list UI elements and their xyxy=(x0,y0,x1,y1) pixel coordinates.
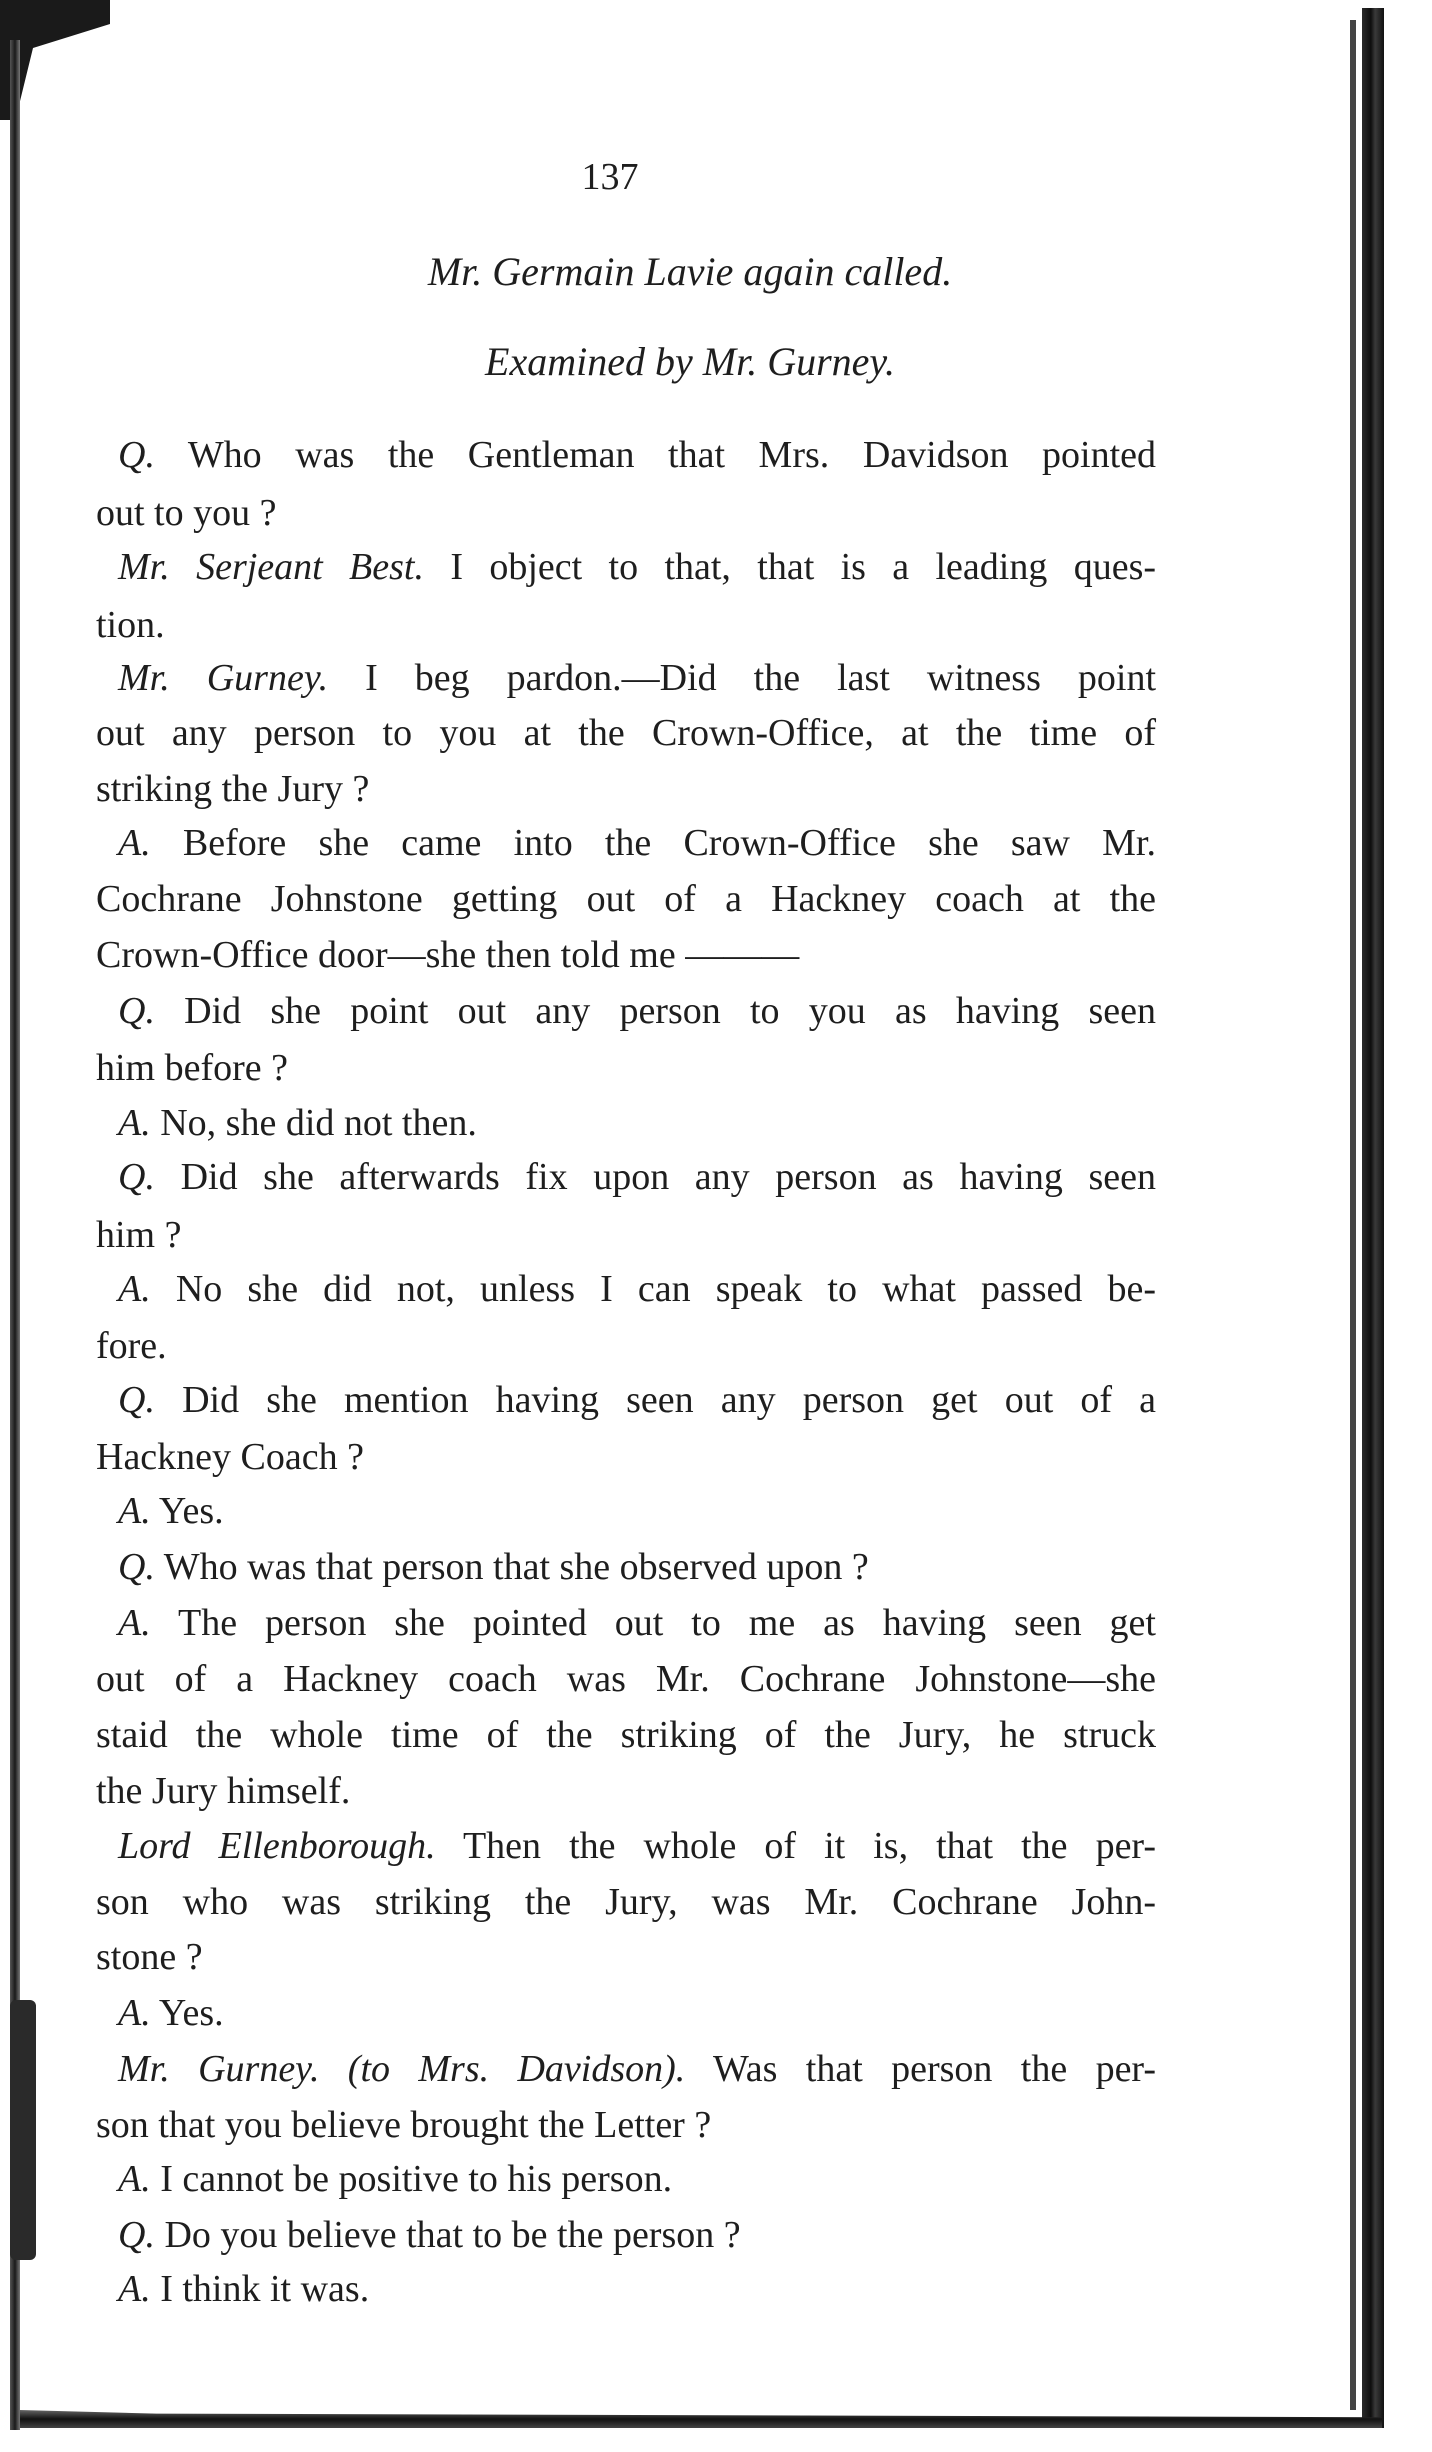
speaker-label: Q. xyxy=(118,1156,155,1198)
text-line xyxy=(118,1988,1156,2038)
line-text: Then the whole of it is, that the per- xyxy=(462,1825,1156,1867)
line-text: stone ? xyxy=(96,1936,203,1978)
speaker-label: Q. xyxy=(118,2214,155,2256)
line-text: Did she point out any person to you as having seen xyxy=(184,990,1156,1032)
text-line xyxy=(118,542,1156,592)
line-text: No, she did not then. xyxy=(160,1102,477,1144)
speaker-label: A. xyxy=(118,1992,151,2034)
text-line xyxy=(118,2264,1156,2314)
line-text: son who was striking the Jury, was Mr. Cochrane John- xyxy=(96,1881,1156,1923)
right-page-border xyxy=(1362,8,1384,2428)
text-line xyxy=(118,653,1156,703)
line-text: I think it was. xyxy=(160,2268,370,2310)
line-text: staid the whole time of the striking of the Jury, he struck xyxy=(96,1714,1156,1756)
text-line xyxy=(118,1821,1156,1871)
line-text: Yes. xyxy=(158,1992,224,2034)
heading-examined-by: Examined by Mr. Gurney. xyxy=(485,339,895,384)
text-line xyxy=(96,1432,1156,1482)
line-text: Cochrane Johnstone getting out of a Hackney coach at the xyxy=(96,878,1156,920)
line-text: I cannot be positive to his person. xyxy=(160,2158,673,2200)
line-text: tion. xyxy=(96,604,165,646)
speaker-label: Q. xyxy=(118,1546,155,1588)
line-text: Who was that person that she observed upon ? xyxy=(163,1546,869,1588)
speaker-label: A. xyxy=(118,1490,151,1532)
line-text: Hackney Coach ? xyxy=(96,1436,364,1478)
bottom-page-border xyxy=(20,2410,1382,2428)
line-text: Before she came into the Crown-Office she saw Mr. xyxy=(182,822,1156,864)
line-text: out any person to you at the Crown-Office, at the time of xyxy=(96,712,1156,754)
text-line xyxy=(96,600,1156,650)
speaker-label: Mr. Gurney. (to Mrs. Davidson). xyxy=(118,2048,686,2090)
line-text: No she did not, unless I can speak to what passed be- xyxy=(175,1268,1157,1310)
line-text: out to you ? xyxy=(96,492,277,534)
line-text: him before ? xyxy=(96,1047,289,1089)
speaker-label: Q. xyxy=(118,1379,155,1421)
text-line xyxy=(96,1043,1156,1093)
line-text: I object to that, that is a leading ques- xyxy=(450,546,1157,588)
line-text: striking the Jury ? xyxy=(96,768,370,810)
line-text: Did she afterwards fix upon any person as having seen xyxy=(180,1156,1156,1198)
speaker-label: A. xyxy=(118,2268,151,2310)
text-line xyxy=(96,708,1156,758)
text-line xyxy=(96,1877,1156,1927)
right-inner-border xyxy=(1350,20,1356,2410)
speaker-label: Q. xyxy=(118,434,155,476)
line-text: son that you believe brought the Letter ? xyxy=(96,2104,712,2146)
line-text: I beg pardon.—Did the last witness point xyxy=(365,657,1156,699)
text-line xyxy=(118,1152,1156,1202)
speaker-label: A. xyxy=(118,822,151,864)
text-line xyxy=(96,1766,1156,1816)
text-line xyxy=(96,1321,1156,1371)
text-line xyxy=(118,2154,1156,2204)
speaker-label: Q. xyxy=(118,990,155,1032)
text-line xyxy=(118,1375,1156,1425)
text-line xyxy=(118,986,1156,1036)
text-line xyxy=(96,1210,1156,1260)
speaker-label: A. xyxy=(118,2158,151,2200)
text-line xyxy=(96,1654,1156,1704)
heading-witness-called: Mr. Germain Lavie again called. xyxy=(427,249,953,294)
text-line xyxy=(118,2044,1156,2094)
text-line xyxy=(96,2100,1156,2150)
text-line xyxy=(118,1486,1156,1536)
line-text: Yes. xyxy=(158,1490,224,1532)
speaker-label: Lord Ellenborough. xyxy=(118,1825,436,1867)
text-line xyxy=(96,1710,1156,1760)
line-text: fore. xyxy=(96,1325,167,1367)
text-line xyxy=(96,874,1156,924)
text-line xyxy=(118,1264,1156,1314)
page-number: 137 xyxy=(581,156,639,198)
text-line xyxy=(96,930,1156,980)
text-line xyxy=(96,764,1156,814)
text-line xyxy=(118,1598,1156,1648)
line-text: out of a Hackney coach was Mr. Cochrane Johnstone—she xyxy=(96,1658,1156,1700)
line-text: The person she pointed out to me as having seen get xyxy=(177,1602,1156,1644)
text-line xyxy=(118,430,1156,480)
text-line xyxy=(96,1932,1156,1982)
line-text: Who was the Gentleman that Mrs. Davidson pointed xyxy=(187,434,1156,476)
line-text: him ? xyxy=(96,1214,182,1256)
line-text: Do you believe that to be the person ? xyxy=(164,2214,741,2256)
text-line xyxy=(118,1098,1156,1148)
line-text: Crown-Office door—she then told me ——— xyxy=(96,934,800,976)
speaker-label: A. xyxy=(118,1102,151,1144)
speaker-label: A. xyxy=(118,1602,151,1644)
line-text: Was that person the per- xyxy=(712,2048,1156,2090)
line-text: the Jury himself. xyxy=(96,1770,351,1812)
left-edge-smudge xyxy=(10,2000,36,2260)
text-line xyxy=(118,818,1156,868)
text-line xyxy=(96,488,1156,538)
text-line xyxy=(118,2210,1156,2260)
text-line xyxy=(118,1542,1156,1592)
speaker-label: Mr. Gurney. xyxy=(118,657,329,699)
line-text: Did she mention having seen any person get out of a xyxy=(182,1379,1157,1421)
speaker-label: A. xyxy=(118,1268,151,1310)
speaker-label: Mr. Serjeant Best. xyxy=(118,546,424,588)
